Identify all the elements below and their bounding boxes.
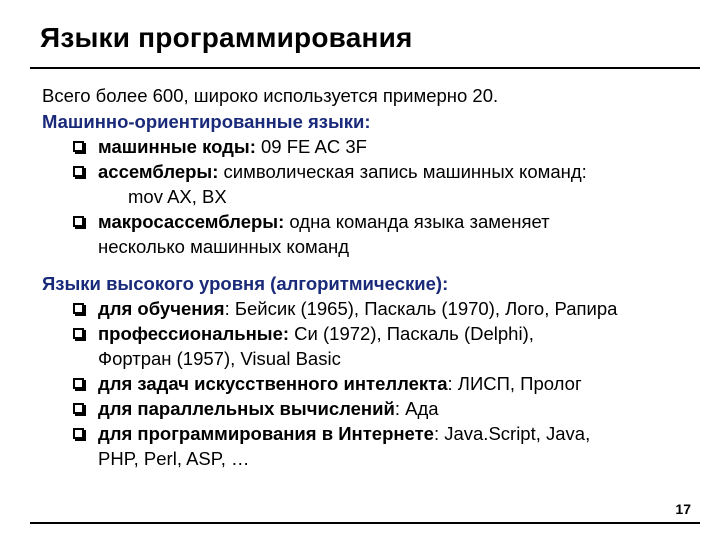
footer-rule <box>30 522 700 524</box>
item-term: машинные коды: <box>98 136 256 157</box>
high-item-parallel <box>98 396 439 421</box>
item-text: mov AX, BX <box>128 186 227 207</box>
item-text: 09 FE AC 3F <box>255 136 367 157</box>
high-item-professional-cont <box>98 346 341 371</box>
item-text: Си (1972), Паскаль (Delphi), <box>289 323 534 344</box>
checkbox-bullet-icon <box>73 428 84 439</box>
machine-item-assemblers <box>98 159 587 184</box>
machine-item-macro <box>98 209 550 234</box>
machine-item-macro-cont <box>98 234 349 259</box>
machine-item-example <box>128 184 227 209</box>
item-text: несколько машинных команд <box>98 236 350 257</box>
checkbox-bullet-icon <box>73 328 84 339</box>
item-text: PHP, Perl, ASP, … <box>98 448 250 469</box>
checkbox-bullet-icon <box>73 303 84 314</box>
item-term: макросассемблеры: <box>98 211 285 232</box>
intro-text: Всего более 600, широко используется примерно 20. <box>42 85 499 106</box>
item-term: для параллельных вычислений <box>98 398 395 419</box>
checkbox-bullet-icon <box>73 216 84 227</box>
high-item-internet-cont <box>98 446 250 471</box>
high-item-professional <box>98 321 534 346</box>
item-term: для программирования в Интернете <box>98 423 434 444</box>
item-term: для задач искусственного интеллекта <box>98 373 448 394</box>
checkbox-bullet-icon <box>73 141 84 152</box>
item-text: : Ада <box>394 398 439 419</box>
item-term: для обучения <box>98 298 225 319</box>
item-term: профессиональные: <box>98 323 290 344</box>
page-number: 17 <box>675 501 691 517</box>
item-text: : Бейсик (1965), Паскаль (1970), Лого, Рапира <box>224 298 618 319</box>
item-text: Фортран (1957), Visual Basic <box>98 348 341 369</box>
item-text: символическая запись машинных команд: <box>218 161 587 182</box>
high-item-education <box>98 296 617 321</box>
checkbox-bullet-icon <box>73 166 84 177</box>
item-term: ассемблеры: <box>98 161 219 182</box>
item-text: одна команда языка заменяет <box>284 211 550 232</box>
title-underline <box>30 67 700 69</box>
slide-title: Языки программирования <box>40 22 413 53</box>
item-text: : ЛИСП, Пролог <box>447 373 582 394</box>
checkbox-bullet-icon <box>73 403 84 414</box>
high-item-ai <box>98 371 582 396</box>
high-item-internet <box>98 421 590 446</box>
machine-heading: Машинно-ориентированные языки: <box>42 111 371 132</box>
high-level-heading: Языки высокого уровня (алгоритмические): <box>42 273 449 294</box>
checkbox-bullet-icon <box>73 378 84 389</box>
item-text: : Java.Script, Java, <box>433 423 591 444</box>
machine-item-codes <box>98 134 367 159</box>
